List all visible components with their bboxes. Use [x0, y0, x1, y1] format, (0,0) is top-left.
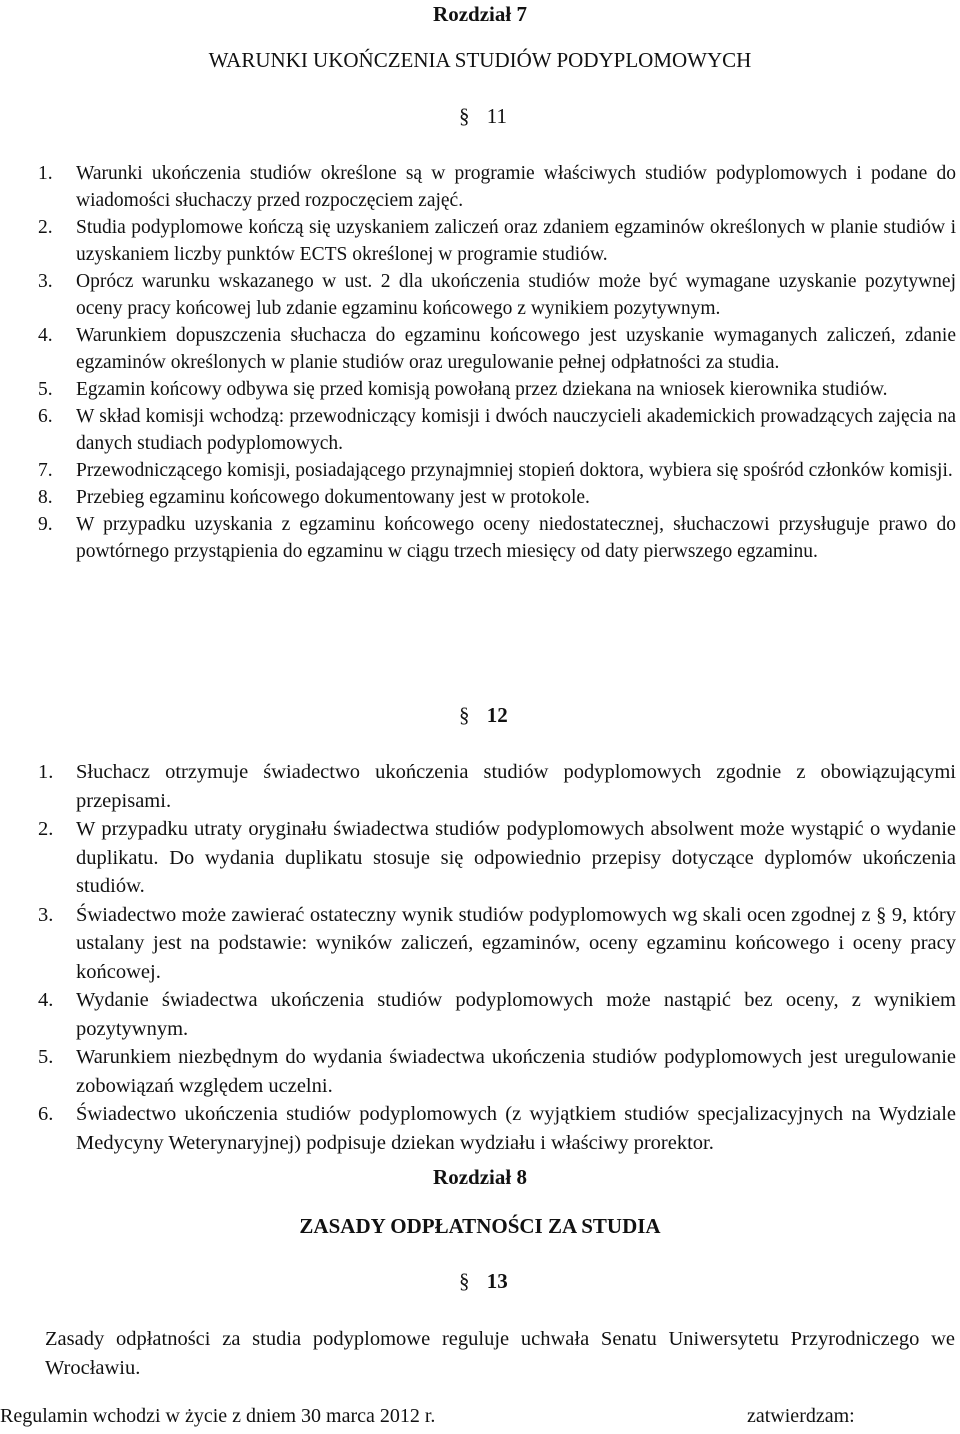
chapter-8-paragraph: Zasady odpłatności za studia podyplomowe reguluje uchwała Senatu Uniwersytetu Przyrodniczego we Wrocławiu. [45, 1328, 955, 1379]
chapter-8-subtitle: ZASADY ODPŁATNOŚCI ZA STUDIA [299, 1214, 661, 1238]
list-item: 8. Przebieg egzaminu końcowego dokumentowany jest w protokole. [38, 487, 590, 508]
list-item: 1. Słuchacz otrzymuje świadectwo ukończenia studiów podyplomowych zgodnie z obowiązującymi przepisami. [38, 761, 956, 812]
paragraph-symbol: § [459, 104, 470, 128]
list-item: 4. Wydanie świadectwa ukończenia studiów podyplomowych może nastąpić bez oceny, z wynikiem pozytywnym. [38, 989, 956, 1040]
list-item: 1. Warunki ukończenia studiów określone są w programie właściwych studiów podyplomowych i podane do wiadomości słuchaczy przed rozpoczęciem zajęć. [38, 163, 956, 211]
section-number: 13 [486, 1269, 508, 1293]
list-item: 2. W przypadku utraty oryginału świadectwa studiów podyplomowych absolwent może wystąpić o wydanie duplikatu. Do wydania duplikatu stosuje się odpowiednio przepisy dotyczące dyplomów ukończenia studiów. [38, 818, 956, 897]
list-item: 3. Oprócz warunku wskazanego w ust. 2 dla ukończenia studiów może być wymagane uzyskanie pozytywnej oceny pracy końcowej lub zdanie egzaminu końcowego z wynikiem pozytywnym. [38, 271, 956, 319]
chapter-8-title: Rozdział 8 [433, 1165, 527, 1189]
effective-date-text: Regulamin wchodzi w życie z dniem 30 marca 2012 r. [0, 1405, 436, 1427]
section-11-heading [459, 104, 507, 129]
list-item: 5. Egzamin końcowy odbywa się przed komisją powołaną przez dziekana na wniosek kierownika studiów. [38, 379, 888, 400]
list-item: 9. W przypadku uzyskania z egzaminu końcowego oceny niedostatecznej, słuchaczowi przysługuje prawo do powtórnego przystąpienia do egzaminu w ciągu trzech miesięcy od daty pierwszego egzaminu. [38, 514, 956, 562]
list-item: 3. Świadectwo może zawierać ostateczny wynik studiów podyplomowych wg skali ocen zgodnej z § 9, który ustalany jest na podstawie: wyników zaliczeń, egzaminów, oceny egzaminu końcowego i oceny pracy końcowej. [38, 903, 956, 983]
list-item: 5. Warunkiem niezbędnym do wydania świadectwa ukończenia studiów podyplomowych jest uregulowanie zobowiązań względem uczelni. [38, 1046, 956, 1097]
chapter-7-title: Rozdział 7 [433, 2, 527, 26]
list-item: 6. Świadectwo ukończenia studiów podyplomowych (z wyjątkiem studiów specjalizacyjnych na Wydziale Medycyny Weterynaryjnej) podpisuje dziekan wydziału i właściwy prorektor. [38, 1103, 956, 1154]
list-item: 7. Przewodniczącego komisji, posiadającego przynajmniej stopień doktora, wybiera się spośród członków komisji. [38, 460, 953, 481]
section-12-heading [459, 703, 508, 728]
section-13-heading [459, 1269, 508, 1294]
section-12-list [38, 758, 956, 1157]
paragraph-symbol: § [459, 703, 470, 727]
chapter-7-subtitle: WARUNKI UKOŃCZENIA STUDIÓW PODYPLOMOWYCH [208, 48, 752, 72]
list-item: 2. Studia podyplomowe kończą się uzyskaniem zaliczeń oraz zdaniem egzaminów określonych w planie studiów i uzyskaniem liczby punktów ECTS określonej w programie studiów. [38, 217, 956, 265]
chapter-7-list [38, 160, 956, 565]
section-number: 11 [486, 104, 507, 128]
list-item: 4. Warunkiem dopuszczenia słuchacza do egzaminu końcowego jest uzyskanie wymaganych zaliczeń, zdanie egzaminów określonych w planie studiów oraz uregulowanie pełnej odpłatności za studia. [38, 325, 956, 373]
section-number: 12 [486, 703, 508, 727]
list-item: 6. W skład komisji wchodzą: przewodniczący komisji i dwóch nauczycieli akademickich prowadzących zajęcia na danych studiach podyplomowych. [38, 406, 956, 454]
paragraph-symbol: § [459, 1269, 470, 1293]
approval-label: zatwierdzam: [747, 1405, 855, 1427]
